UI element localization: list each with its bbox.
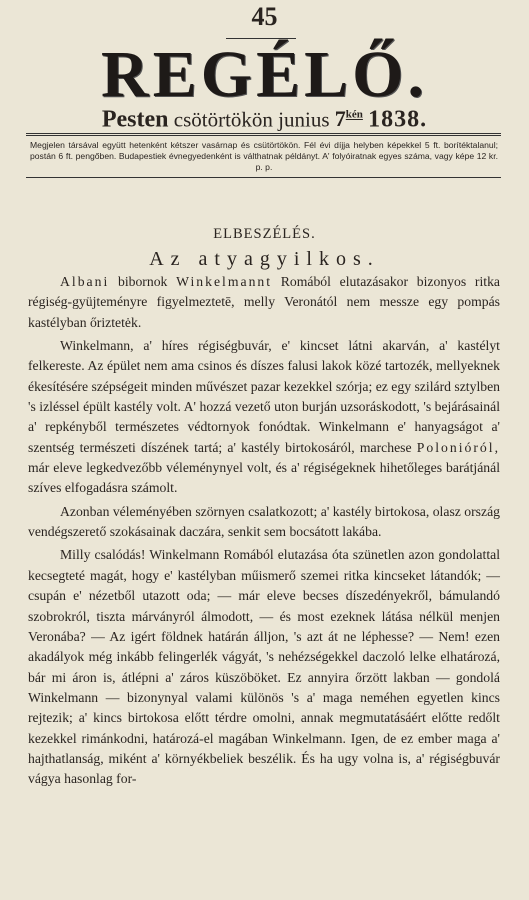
dateline-city: Pesten: [101, 106, 169, 133]
dateline: [0, 103, 529, 131]
paragraph-2: Winkelmann, a' híres régiségbuvár, e' kincset látni akarván, a' kastélyt felkereste. Az épület nem ama csinos és díszes falusi lakok közé tartozék, mellyeknek ékesítésére szépségeit minden művészet pazar kezekkel szórja; ez egy szilárd sztylben 's izléssel épült kastély volt. A' hozzá vezető uton burján uzsoráskodott, 's bejárásainál a' repkényből természetes védtornyok fonódtak. Winkelmann e' hanyagságot a' szentség természeti díszének tartá; a' kastély birtokosáról, marchese Polonióról, már eleve legkedvezőbb véleménynyel volt, és a' régiségeknek hihetőleges barátjánál szíves elfogadásra számolt.: [28, 338, 501, 496]
dateline-year: 1838.: [368, 106, 428, 133]
paragraph-3: Azonban véleményében szörnyen csalatkozott; a' kastély birtokosa, olasz ország vendégszerető szokásainak daczára, senkit sem bocsátott lakába.: [28, 503, 500, 540]
notice-rule: [26, 177, 501, 178]
article-title: Az atyagyilkos.: [149, 248, 380, 270]
page-number: 45: [251, 2, 278, 31]
dateline-text: csötörtökön junius: [173, 107, 330, 132]
masthead-title: REGÉLŐ.: [101, 38, 428, 111]
dateline-day: $7^{kén}$: [334, 106, 363, 132]
section-heading: ELBESZÉLÉS.: [213, 226, 316, 242]
article-body: [28, 272, 500, 793]
subscription-notice: Megjelen társával együtt hetenként kétszer vasárnap és csütörtökön. Fél évi díjja helyben képekkel 5 ft. borítéktalanul; postán 6 ft. pengőben. Budapestiek évnegyedenként is válthatnak példányt. A' folyóiratnak egyes száma, vagy képe 12 kr. p. p.: [30, 140, 498, 172]
paragraph-4: Milly csalódás! Winkelmann Romából elutazása óta szünetlen azon gondolattal kecsegteté magát, hogy e' kastélyban műismerő szemei ritka kincseket látandók; — csupán e' nézetből utazott oda; — már eleve becses díszedényekről, bámulandó szobrokról, tiszta márványról álmodott, — és most ezeknek látása nélkül menjen Veronába? — Az igért földnek határán álljon, 's azt át ne léphesse? — Nem! ezen akadályok még inkább felingerlék vágyát, 's nehézségekkel daczoló lelke elhatározá, bár mi áron is, átlépni a' záros küszöböket. Ez annyira őrzött lakban — gondolá Winkelmann — bizonynyal valami különös 's a' maga neméhen egyetlen kincs rejtezik; a' kincs birtokosa előtt térdre omolni, annak megmutatásáért előtte redőlt kezekkel rimánkodni, határozá-el magában Winkelmann. Igen, de ez ember maga a' hajthatlanság, miként a' környékbeliek beszélik. És ha ugy volna is, a' régiségbuvár vágya hasonlag for-: [28, 547, 500, 787]
paragraph-1: Albani bibornok Winkelmannt Romából elutazásakor bizonyos ritka régiség-gyüjteményre figyelmeztetē, melly Veronától nem messze egy pompás kastélyban őriztetėk.: [28, 274, 500, 330]
header-double-rule: [26, 133, 501, 136]
